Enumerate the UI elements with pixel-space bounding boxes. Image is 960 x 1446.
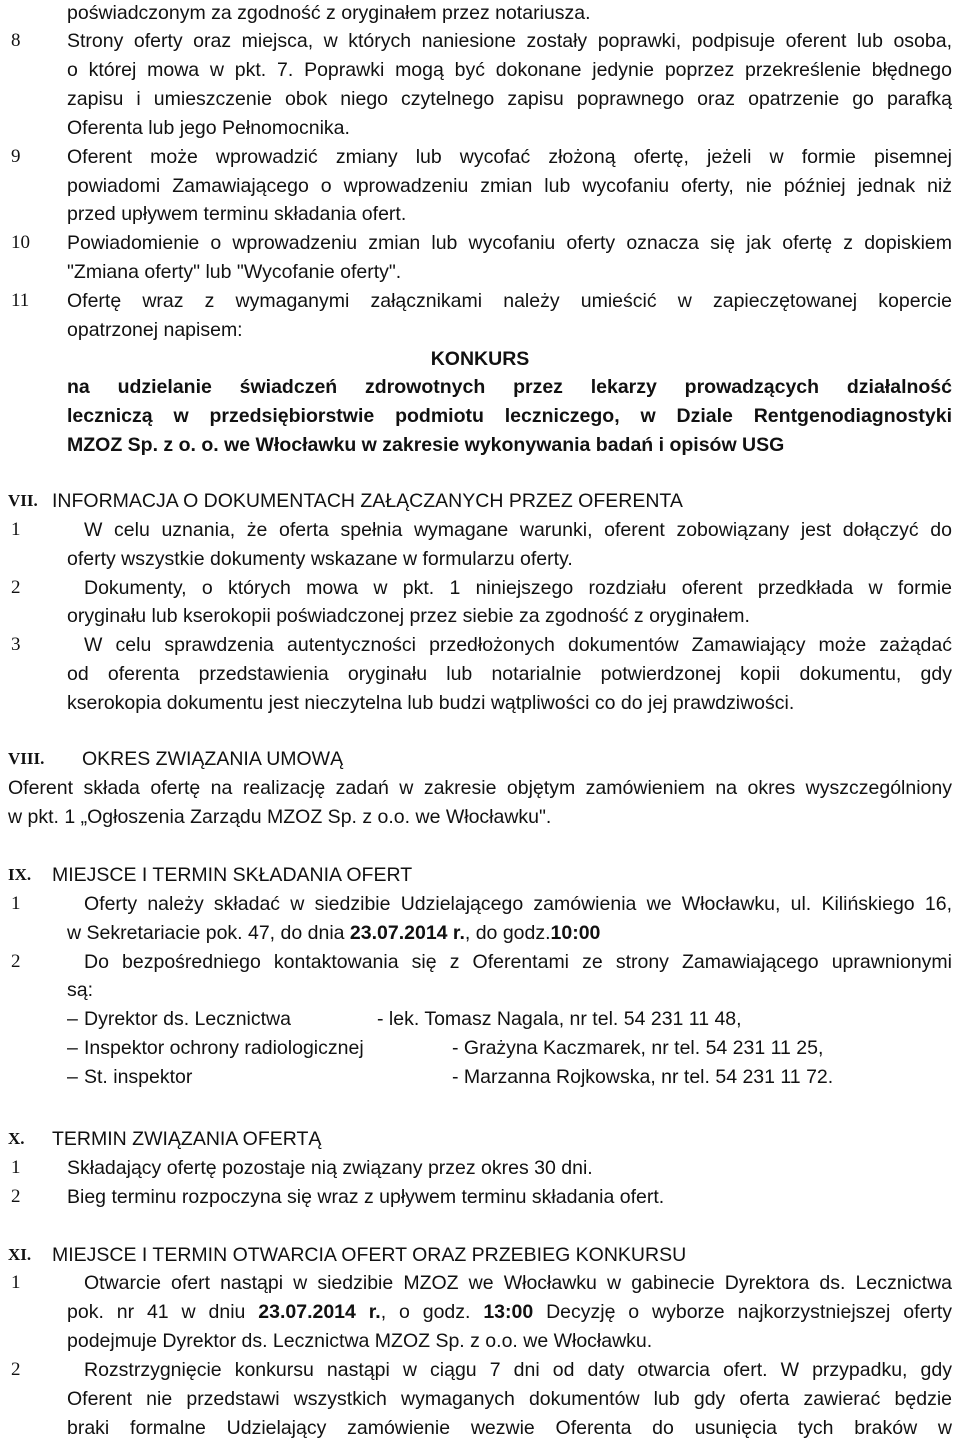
text-line: są: xyxy=(67,979,94,1001)
item-number: 10 xyxy=(11,232,30,253)
item-number: 1 xyxy=(11,1272,21,1293)
text-line: Składający ofertę pozostaje nią związany przez okres 30 dni. xyxy=(67,1157,593,1179)
text-line: zapisu i umieszczenie obok niego czytelnego zapisu poprawnego oraz opatrzenie go parafką xyxy=(67,88,952,110)
text-line: Powiadomienie o wprowadzeniu zmian lub wycofaniu oferty oznacza się jak ofertę z dopiskiem xyxy=(67,232,952,254)
item-number: 2 xyxy=(11,1186,21,1207)
contact-role: Dyrektor ds. Lecznictwa xyxy=(84,1008,291,1030)
text-line: oryginału lub kserokopii poświadczonej przez siebie za zgodność z oryginałem. xyxy=(67,605,750,627)
text-line: o której mowa w pkt. 7. Poprawki mogą być dokonane jedynie poprzez przekreślenie błędnego xyxy=(67,59,952,81)
text-line: kserokopia dokumentu jest nieczytelna lub budzi wątpliwości co do jej prawdziwości. xyxy=(67,692,795,714)
text-line: braki formalne Udzielający zamówienie wezwie Oferenta do usunięcia tych braków w xyxy=(67,1417,952,1439)
list-dash: – xyxy=(67,1066,78,1088)
text-line: Oferent składa ofertę na realizację zadań w zakresie objętym zamówieniem na okres wyszczególniony xyxy=(8,777,952,799)
section-title: TERMIN ZWIĄZANIA OFERTĄ xyxy=(52,1128,322,1150)
text-line: przed upływem terminu składania ofert. xyxy=(67,203,407,225)
text-line: powiadomi Zamawiającego o wprowadzeniu zmian lub wycofaniu oferty, nie później jednak niż xyxy=(67,175,952,197)
text-line xyxy=(67,920,952,946)
contact-role: Inspektor ochrony radiologicznej xyxy=(84,1037,364,1059)
text-line: Oferent może wprowadzić zmiany lub wycofać złożoną ofertę, jeżeli w formie pisemnej xyxy=(67,146,952,168)
text-fragment: , do godz. xyxy=(464,922,551,944)
text-line: W celu uznania, że oferta spełnia wymagane warunki, oferent zobowiązany jest dołączyć do xyxy=(84,519,952,541)
opening-date: 23.07.2014 r. xyxy=(258,1301,381,1323)
text-line: "Zmiana oferty" lub "Wycofanie oferty". xyxy=(67,261,402,283)
text-line: opatrzonej napisem: xyxy=(67,319,243,341)
text-fragment: Decyzję o wyborze najkorzystniejszej oferty xyxy=(533,1301,952,1323)
deadline-date: 23.07.2014 r. xyxy=(349,922,465,944)
section-title: OKRES ZWIĄZANIA UMOWĄ xyxy=(82,748,344,770)
text-fragment: w Sekretariacie pok. 47, do dnia xyxy=(67,922,350,944)
item-number: 11 xyxy=(11,290,30,311)
item-number: 1 xyxy=(11,893,21,914)
text-fragment: pok. nr 41 w dniu xyxy=(67,1301,259,1323)
section-number: X. xyxy=(8,1129,25,1148)
text-line: w pkt. 1 „Ogłoszenia Zarządu MZOZ Sp. z o.o. we Włocławku". xyxy=(8,806,552,828)
konkurs-text: leczniczą w przedsiębiorstwie podmiotu leczniczego, w Dziale Rentgenodiagnostyki xyxy=(67,405,952,427)
section-title: INFORMACJA O DOKUMENTACH ZAŁĄCZANYCH PRZEZ OFERENTA xyxy=(52,490,683,512)
text-line: W celu sprawdzenia autentyczności przedłożonych dokumentów Zamawiający może zażądać xyxy=(84,634,952,656)
text-line: Oferenta lub jego Pełnomocnika. xyxy=(67,117,350,139)
text-line: podejmuje Dyrektor ds. Lecznictwa MZOZ Sp. z o.o. we Włocławku. xyxy=(67,1330,653,1352)
item-number: 9 xyxy=(11,146,21,167)
item-number: 1 xyxy=(11,519,21,540)
text-line: poświadczonym za zgodność z oryginałem przez notariusza. xyxy=(67,2,591,24)
text-line: od oferenta przedstawienia oryginału lub notarialnie potwierdzonej kopii dokumentu, gdy xyxy=(67,663,952,685)
text-fragment: , o godz. xyxy=(380,1301,484,1323)
item-number: 8 xyxy=(11,30,21,51)
deadline-time: 10:00 xyxy=(550,922,601,944)
section-title: MIEJSCE I TERMIN SKŁADANIA OFERT xyxy=(52,864,413,886)
item-number: 2 xyxy=(11,1359,21,1380)
konkurs-text: MZOZ Sp. z o. o. we Włocławku w zakresie wykonywania badań i opisów USG xyxy=(67,434,785,456)
contact-info: - Marzanna Rojkowska, nr tel. 54 231 11 72. xyxy=(452,1066,834,1088)
section-number: IX. xyxy=(8,865,32,884)
text-line: Oferty należy składać w siedzibie Udzielającego zamówienia we Włocławku, ul. Kilińskiego 16, xyxy=(84,893,952,915)
text-line: Do bezpośredniego kontaktowania się z Oferentami ze strony Zamawiającego uprawnionymi xyxy=(84,951,952,973)
section-number: XI. xyxy=(8,1245,32,1264)
item-number: 3 xyxy=(11,634,21,655)
text-line: Otwarcie ofert nastąpi w siedzibie MZOZ we Włocławku w gabinecie Dyrektora ds. Lecznictwa xyxy=(84,1272,952,1294)
item-number: 1 xyxy=(11,1157,21,1178)
list-dash: – xyxy=(67,1037,78,1059)
section-number: VIII. xyxy=(8,749,45,768)
item-number: 2 xyxy=(11,577,21,598)
text-line: Bieg terminu rozpoczyna się wraz z upływem terminu składania ofert. xyxy=(67,1186,665,1208)
opening-time: 13:00 xyxy=(483,1301,534,1323)
text-line: Strony oferty oraz miejsca, w których naniesione zostały poprawki, podpisuje oferent lub osoba, xyxy=(67,30,952,52)
contact-info: - lek. Tomasz Nagala, nr tel. 54 231 11 48, xyxy=(377,1008,742,1030)
konkurs-heading: KONKURS xyxy=(430,348,530,370)
text-line: oferty wszystkie dokumenty wskazane w formularzu oferty. xyxy=(67,548,573,570)
item-number: 2 xyxy=(11,951,21,972)
konkurs-text: na udzielanie świadczeń zdrowotnych przez lekarzy prowadzących działalność xyxy=(67,376,952,398)
text-line: Dokumenty, o których mowa w pkt. 1 niniejszego rozdziału oferent przedkłada w formie xyxy=(84,577,952,599)
text-line: Ofertę wraz z wymaganymi załącznikami należy umieścić w zapieczętowanej kopercie xyxy=(67,290,952,312)
text-line xyxy=(67,1299,952,1325)
section-number: VII. xyxy=(8,491,38,510)
text-line: Rozstrzygnięcie konkursu nastąpi w ciągu 7 dni od daty otwarcia ofert. W przypadku, gdy xyxy=(84,1359,952,1381)
text-line: Oferent nie przedstawi wszystkich wymaganych dokumentów lub gdy oferta zawierać będzie xyxy=(67,1388,952,1410)
list-dash: – xyxy=(67,1008,78,1030)
section-title: MIEJSCE I TERMIN OTWARCIA OFERT ORAZ PRZEBIEG KONKURSU xyxy=(52,1244,687,1266)
contact-role: St. inspektor xyxy=(84,1066,193,1088)
contact-info: - Grażyna Kaczmarek, nr tel. 54 231 11 25, xyxy=(452,1037,824,1059)
